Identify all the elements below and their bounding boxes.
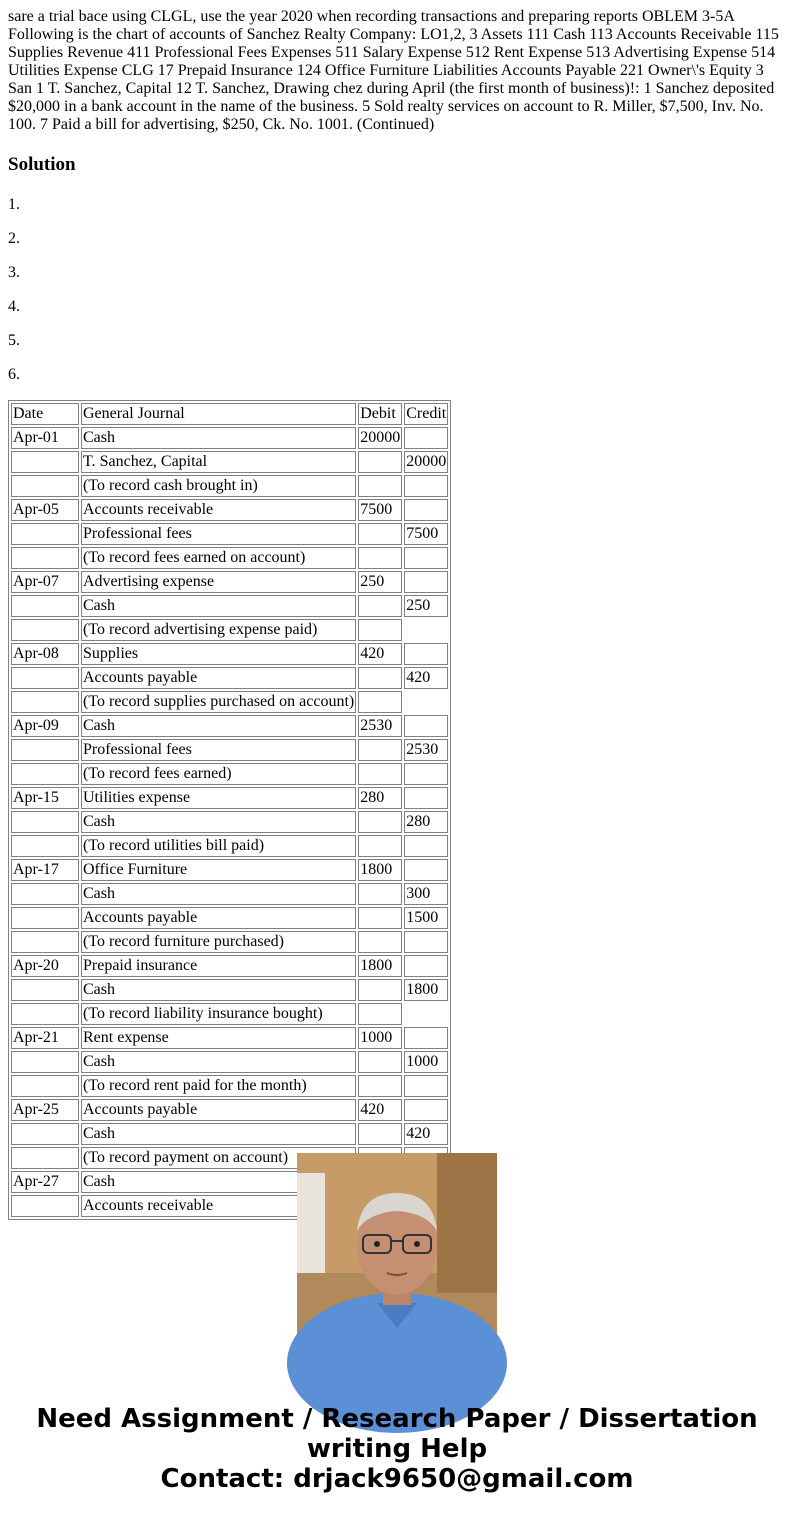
cell-credit: 250 — [404, 595, 448, 617]
table-row — [11, 811, 448, 833]
cell-account: (To record supplies purchased on account) — [81, 691, 356, 713]
cell-credit: 1000 — [404, 1051, 448, 1073]
cell-date: Apr-27 — [11, 1171, 79, 1193]
table-row — [11, 787, 448, 809]
cell-account: Supplies — [81, 643, 356, 665]
table-row — [11, 835, 448, 857]
table-row — [11, 643, 448, 665]
cell-debit: 1800 — [358, 955, 402, 977]
header-credit: Credit — [404, 403, 448, 425]
cell-debit — [358, 619, 402, 641]
question-text: sare a trial bace using CLGL, use the year 2020 when recording transactions and preparing reports OBLEM 3-5A Following is the chart of accounts of Sanchez Realty Company: LO1,2, 3 Assets 111 Cash 113 Accounts Receivable 115 Supplies Revenue 411 Professional Fees Expenses 511 Salary Expense 512 Rent Expense 513 Advertising Expense 514 Utilities Expense CLG 17 Prepaid Insurance 124 Office Furniture Liabilities Accounts Payable 221 Owner\'s Equity 3 San 1 T. Sanchez, Capital 12 T. Sanchez, Drawing chez during April (the first month of business)!: 1 Sanchez deposited $20,000 in a bank account in the name of the business. 5 Sold realty services on account to R. Miller, $7,500, Inv. No. 100. 7 Paid a bill for advertising, $250, Ck. No. 1001. (Continued) — [8, 8, 779, 133]
cell-credit — [404, 763, 448, 785]
cell-account: Utilities expense — [81, 787, 356, 809]
table-row — [11, 859, 448, 881]
cell-credit — [404, 1099, 448, 1121]
cell-account: Cash — [81, 427, 356, 449]
cell-credit — [404, 619, 448, 641]
cell-date — [11, 811, 79, 833]
table-row — [11, 499, 448, 521]
cell-debit — [358, 547, 402, 569]
header-debit: Debit — [358, 403, 402, 425]
table-row — [11, 451, 448, 473]
cell-credit: 20000 — [404, 451, 448, 473]
step-label: 2. — [8, 230, 20, 247]
cell-account: (To record furniture purchased) — [81, 931, 356, 953]
cell-credit: 280 — [404, 811, 448, 833]
cell-date — [11, 1051, 79, 1073]
cell-credit: 1800 — [404, 979, 448, 1001]
cell-account: (To record cash brought in) — [81, 475, 356, 497]
cell-credit — [404, 1027, 448, 1049]
cell-date — [11, 1075, 79, 1097]
cell-date — [11, 931, 79, 953]
cell-date — [11, 1147, 79, 1169]
cell-debit — [358, 595, 402, 617]
cell-account: Rent expense — [81, 1027, 356, 1049]
cell-date — [11, 523, 79, 545]
cell-account: Accounts payable — [81, 907, 356, 929]
table-header-row — [11, 403, 448, 425]
cell-credit: 1500 — [404, 907, 448, 929]
cell-date: Apr-09 — [11, 715, 79, 737]
cell-account: Cash — [81, 1123, 356, 1145]
cell-account: Accounts payable — [81, 1099, 356, 1121]
cell-debit: 1800 — [358, 859, 402, 881]
cell-account: (To record payment on account) — [81, 1147, 356, 1169]
cell-account: (To record liability insurance bought) — [81, 1003, 356, 1025]
cell-debit — [358, 523, 402, 545]
step-label: 5. — [8, 332, 20, 349]
table-row — [11, 475, 448, 497]
table-row — [11, 715, 448, 737]
table-row — [11, 739, 448, 761]
table-row — [11, 955, 448, 977]
cell-date — [11, 1123, 79, 1145]
cell-account: Cash — [81, 595, 356, 617]
cell-credit — [404, 1003, 448, 1025]
cell-date: Apr-25 — [11, 1099, 79, 1121]
cell-credit — [404, 835, 448, 857]
cell-debit — [358, 1051, 402, 1073]
table-row — [11, 571, 448, 593]
table-row — [11, 979, 448, 1001]
cell-date: Apr-20 — [11, 955, 79, 977]
cell-credit: 420 — [404, 667, 448, 689]
cell-account: Cash — [81, 1051, 356, 1073]
cell-date: Apr-07 — [11, 571, 79, 593]
cell-debit: 20000 — [358, 427, 402, 449]
cell-account: Cash — [81, 979, 356, 1001]
cell-debit — [358, 907, 402, 929]
cell-credit — [404, 955, 448, 977]
table-row — [11, 883, 448, 905]
cell-account: Cash — [81, 811, 356, 833]
table-row — [11, 907, 448, 929]
cell-date: Apr-15 — [11, 787, 79, 809]
cell-debit — [358, 1003, 402, 1025]
cell-account: Cash — [81, 1171, 356, 1193]
cell-debit — [358, 691, 402, 713]
cell-account: Cash — [81, 883, 356, 905]
cell-date: Apr-08 — [11, 643, 79, 665]
journal-table-container — [8, 400, 786, 1214]
table-row — [11, 595, 448, 617]
cell-date — [11, 1195, 79, 1217]
table-row — [11, 667, 448, 689]
step-label: 4. — [8, 298, 20, 315]
table-row — [11, 691, 448, 713]
cell-account: (To record utilities bill paid) — [81, 835, 356, 857]
header-date: Date — [11, 403, 79, 425]
cell-credit — [404, 427, 448, 449]
table-row — [11, 763, 448, 785]
table-row — [11, 523, 448, 545]
cell-date — [11, 739, 79, 761]
cell-credit — [404, 499, 448, 521]
cell-date — [11, 691, 79, 713]
cell-credit — [404, 643, 448, 665]
cell-date — [11, 619, 79, 641]
cell-debit: 2530 — [358, 715, 402, 737]
cell-account: Advertising expense — [81, 571, 356, 593]
table-row — [11, 1051, 448, 1073]
cell-date — [11, 835, 79, 857]
cell-account: Cash — [81, 715, 356, 737]
cell-account: Professional fees — [81, 739, 356, 761]
cell-credit — [404, 715, 448, 737]
cell-date — [11, 667, 79, 689]
help-advertisement — [0, 1404, 794, 1494]
cell-debit — [358, 979, 402, 1001]
solution-steps — [8, 196, 786, 384]
cell-debit — [358, 835, 402, 857]
cell-credit — [404, 571, 448, 593]
cell-debit — [358, 451, 402, 473]
cell-account: (To record fees earned) — [81, 763, 356, 785]
cell-debit: 250 — [358, 571, 402, 593]
cell-date — [11, 547, 79, 569]
cell-account: Accounts receivable — [81, 499, 356, 521]
cell-account: (To record advertising expense paid) — [81, 619, 356, 641]
cell-credit — [404, 931, 448, 953]
ad-line-1: Need Assignment / Research Paper / Dissertation — [36, 1404, 758, 1434]
cell-account: T. Sanchez, Capital — [81, 451, 356, 473]
cell-date — [11, 979, 79, 1001]
cell-debit: 1000 — [358, 1027, 402, 1049]
cell-credit: 2530 — [404, 739, 448, 761]
solution-heading: Solution — [8, 154, 76, 175]
step-label: 1. — [8, 196, 20, 213]
cell-account: Prepaid insurance — [81, 955, 356, 977]
cell-debit: 420 — [358, 1099, 402, 1121]
table-row — [11, 1003, 448, 1025]
cell-date: Apr-21 — [11, 1027, 79, 1049]
cell-date — [11, 763, 79, 785]
cell-date: Apr-05 — [11, 499, 79, 521]
ad-contact-line: Contact: drjack9650@gmail.com — [160, 1464, 634, 1494]
cell-date: Apr-17 — [11, 859, 79, 881]
cell-debit: 420 — [358, 643, 402, 665]
person-portrait-icon — [297, 1153, 497, 1353]
table-row — [11, 1027, 448, 1049]
step-label: 3. — [8, 264, 20, 281]
cell-date — [11, 1003, 79, 1025]
table-row — [11, 619, 448, 641]
cell-account: Accounts payable — [81, 667, 356, 689]
cell-debit — [358, 475, 402, 497]
cell-credit — [404, 475, 448, 497]
avatar — [297, 1153, 497, 1353]
cell-credit: 7500 — [404, 523, 448, 545]
cell-account: (To record rent paid for the month) — [81, 1075, 356, 1097]
cell-debit: 7500 — [358, 499, 402, 521]
table-row — [11, 547, 448, 569]
cell-credit: 300 — [404, 883, 448, 905]
cell-debit — [358, 1123, 402, 1145]
cell-credit — [404, 859, 448, 881]
table-row — [11, 1075, 448, 1097]
cell-date — [11, 595, 79, 617]
cell-debit — [358, 763, 402, 785]
cell-credit: 420 — [404, 1123, 448, 1145]
cell-credit — [404, 787, 448, 809]
cell-debit — [358, 811, 402, 833]
cell-debit — [358, 1075, 402, 1097]
cell-account: Professional fees — [81, 523, 356, 545]
cell-date — [11, 883, 79, 905]
table-row — [11, 1099, 448, 1121]
cell-debit — [358, 739, 402, 761]
ad-line-2: writing Help — [306, 1434, 488, 1464]
cell-account: Office Furniture — [81, 859, 356, 881]
cell-debit: 280 — [358, 787, 402, 809]
table-row — [11, 427, 448, 449]
cell-date — [11, 475, 79, 497]
table-row — [11, 1123, 448, 1145]
cell-date — [11, 451, 79, 473]
cell-debit — [358, 667, 402, 689]
table-row — [11, 931, 448, 953]
cell-debit — [358, 883, 402, 905]
cell-credit — [404, 547, 448, 569]
step-label: 6. — [8, 366, 20, 383]
cell-debit — [358, 931, 402, 953]
cell-credit — [404, 1075, 448, 1097]
cell-account: Accounts receivable — [81, 1195, 356, 1217]
header-account: General Journal — [81, 403, 356, 425]
cell-credit — [404, 691, 448, 713]
general-journal-table — [8, 400, 451, 1220]
cell-account: (To record fees earned on account) — [81, 547, 356, 569]
cell-date — [11, 907, 79, 929]
cell-date: Apr-01 — [11, 427, 79, 449]
